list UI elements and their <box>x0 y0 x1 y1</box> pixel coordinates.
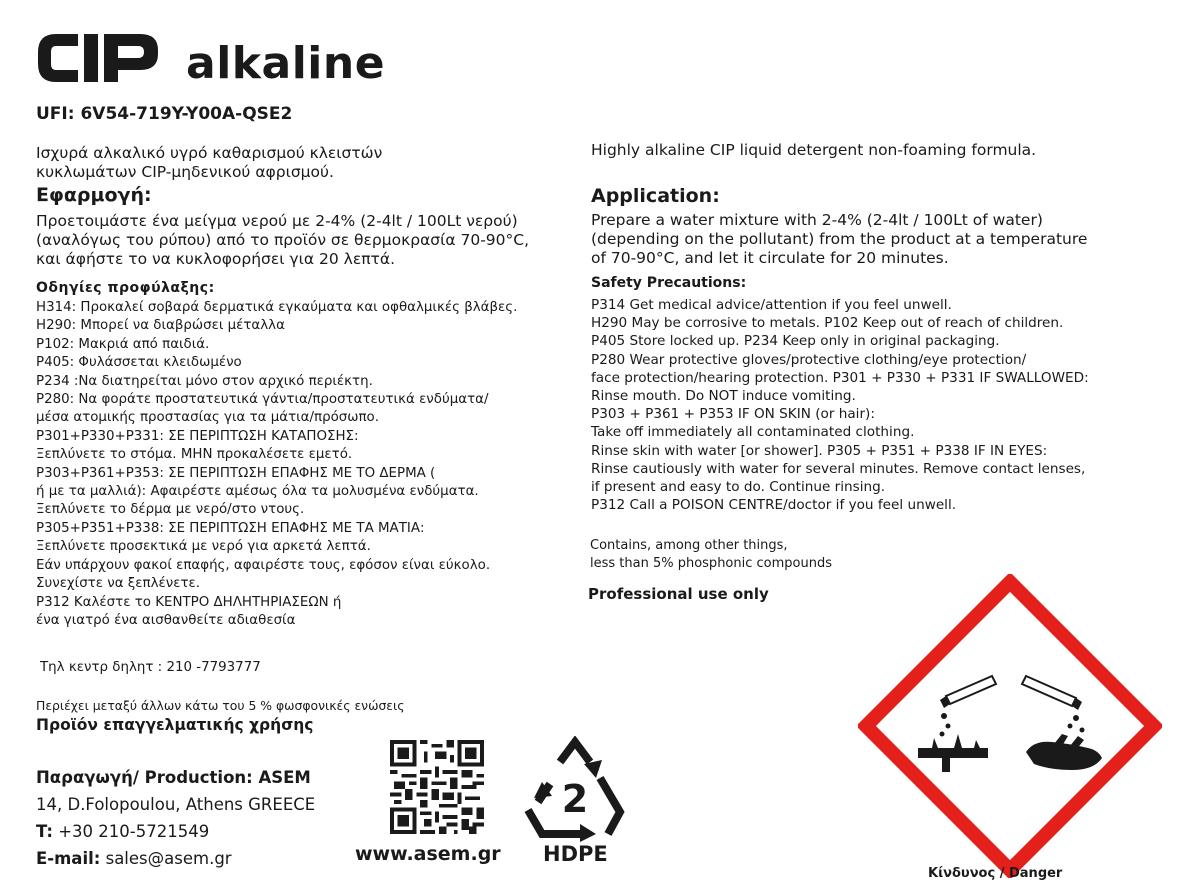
greek-safety-line: Ξεπλύνετε το δέρμα με νερό/στο ντους. <box>36 502 305 518</box>
english-safety-line: P312 Call a POISON CENTRE/doctor if you feel unwell. <box>591 497 957 514</box>
recycling-icon <box>516 736 634 842</box>
ufi-code: UFI: 6V54-719Y-Y00A-QSE2 <box>36 104 293 124</box>
greek-safety-line: ή με τα μαλλιά): Αφαιρέστε αμέσως όλα τα μολυσμένα ενδύματα. <box>36 484 479 500</box>
recycling-label: HDPE <box>543 842 608 866</box>
cip-logo <box>34 30 162 86</box>
greek-intro-line: Ισχυρά αλκαλικό υγρό καθαρισμού κλειστών <box>36 144 383 162</box>
greek-safety-line: Ρ234 :Να διατηρείται μόνο στον αρχικό περιέκτη. <box>36 373 373 389</box>
greek-application-line: και άφήστε το να κυκλοφορήσει για 20 λεπτά. <box>36 250 396 268</box>
production-label: Παραγωγή/ Production: ASEM <box>36 768 311 787</box>
greek-safety-line: Συνεχίστε να ξεπλένετε. <box>36 576 201 592</box>
english-application-line: of 70-90°C, and let it circulate for 20 minutes. <box>591 249 949 267</box>
greek-poison-phone: Τηλ κεντρ δηλητ : 210 -7793777 <box>40 660 261 675</box>
hazard-signal-word: Κίνδυνος / Danger <box>928 866 1063 881</box>
english-safety-title: Safety Precautions: <box>591 275 747 291</box>
greek-safety-line: Εάν υπάρχουν φακοί επαφής, αφαιρέστε τους, εφόσον είναι εύκολο. <box>36 557 491 573</box>
english-safety-line: P280 Wear protective gloves/protective clothing/eye protection/ <box>591 351 1027 368</box>
greek-safety-line: ένα γιατρό ένα αισθανθείτε αδιαθεσία <box>36 612 296 628</box>
greek-application-line: (αναλόγως του ρύπου) από το προϊόν σε θερμοκρασία 70-90°C, <box>36 231 530 249</box>
english-safety-line: Rinse cautiously with water for several minutes. Remove contact lenses, <box>591 460 1086 477</box>
greek-professional-use: Προϊόν επαγγελματικής χρήσης <box>36 716 314 734</box>
english-application-title: Application: <box>591 185 720 207</box>
english-safety-line: Rinse skin with water [or shower]. P305 + P351 + P338 IF IN EYES: <box>591 442 1048 459</box>
english-safety-line: P303 + P361 + P353 IF ON SKIN (or hair): <box>591 406 875 423</box>
english-application-line: (depending on the pollutant) from the product at a temperature <box>591 230 1088 248</box>
ghs-corrosion-icon <box>858 574 1162 878</box>
english-contains-line: Contains, among other things, <box>590 538 788 553</box>
greek-safety-line: Η314: Προκαλεί σοβαρά δερματικά εγκαύματα και οφθαλμικές βλάβες. <box>36 300 518 315</box>
english-safety-line: if present and easy to do. Continue rinsing. <box>591 479 886 496</box>
english-safety-line: P405 Store locked up. P234 Keep only in original packaging. <box>591 333 1000 350</box>
email-label: E-mail: <box>36 849 101 868</box>
email-address: sales@asem.gr <box>100 849 232 868</box>
english-safety-list <box>591 296 1089 514</box>
greek-contains: Περιέχει μεταξύ άλλων κάτω του 5 % φωσφονικές ενώσεις <box>36 698 405 713</box>
production-phone <box>36 818 315 845</box>
greek-safety-title: Οδηγίες προφύλαξης: <box>36 280 215 296</box>
website: www.asem.gr <box>355 843 501 865</box>
greek-safety-line: Ξεπλύνετε προσεκτικά με νερό για αρκετά λεπτά. <box>36 539 371 555</box>
greek-safety-line: Ξεπλύνετε το στόμα. ΜΗΝ προκαλέσετε εμετό. <box>36 447 353 463</box>
greek-safety-line: Ρ102: Μακριά από παιδιά. <box>36 336 210 352</box>
qr-code <box>388 740 486 834</box>
english-safety-line: face protection/hearing protection. P301 + P330 + P331 IF SWALLOWED: <box>591 369 1089 386</box>
greek-application <box>36 212 529 269</box>
tel-number: +30 210-5721549 <box>52 822 210 841</box>
production-address: 14, D.Folopoulou, Athens GREECE <box>36 795 316 814</box>
english-contains-line: less than 5% phosphonic compounds <box>590 556 832 571</box>
english-application <box>591 211 1087 268</box>
greek-safety-line: Η290: Μπορεί να διαβρώσει μέταλλα <box>36 318 285 334</box>
greek-intro-line: κυκλωμάτων CIP-μηδενικού αφρισμού. <box>36 163 334 181</box>
greek-application-title: Εφαρμογή: <box>36 184 152 206</box>
english-safety-line: P314 Get medical advice/attention if you feel unwell. <box>591 297 952 313</box>
english-application-line: Prepare a water mixture with 2-4% (2-4lt / 100Lt of water) <box>591 211 1043 229</box>
english-safety-line: Take off immediately all contaminated clothing. <box>591 424 915 441</box>
greek-safety-line: Ρ301+Ρ330+Ρ331: ΣΕ ΠΕΡΙΠΤΩΣΗ ΚΑΤΑΠΟΣΗΣ: <box>36 428 359 444</box>
production-email <box>36 845 315 872</box>
greek-safety-list <box>36 299 517 630</box>
greek-intro <box>36 144 382 182</box>
greek-application-line: Προετοιμάστε ένα μείγμα νερού με 2-4% (2-4lt / 100Lt νερού) <box>36 212 518 230</box>
english-contains <box>590 537 832 573</box>
english-safety-line: H290 May be corrosive to metals. P102 Keep out of reach of children. <box>591 315 1064 332</box>
production-info <box>36 764 315 872</box>
greek-safety-line: Ρ280: Να φοράτε προστατευτικά γάντια/προστατευτικά ενδύματα/ <box>36 392 489 408</box>
tel-label: T: <box>36 822 53 841</box>
english-safety-line: Rinse mouth. Do NOT induce vomiting. <box>591 388 856 405</box>
english-intro: Highly alkaline CIP liquid detergent non-foaming formula. <box>591 141 1037 159</box>
greek-safety-line: Ρ312 Καλέστε το ΚΕΝΤΡΟ ΔΗΛΗΤΗΡΙΑΣΕΩΝ ή <box>36 594 342 610</box>
recycling-number: 2 <box>561 777 589 821</box>
greek-safety-line: μέσα ατομικής προστασίας για τα μάτια/πρόσωπο. <box>36 410 379 426</box>
greek-safety-line: Ρ405: Φυλάσσεται κλειδωμένο <box>36 355 242 371</box>
english-professional-use: Professional use only <box>588 585 769 603</box>
product-name: alkaline <box>186 38 386 89</box>
greek-safety-line: Ρ305+Ρ351+Ρ338: ΣΕ ΠΕΡΙΠΤΩΣΗ ΕΠΑΦΗΣ ΜΕ ΤΑ ΜΑΤΙΑ: <box>36 520 425 536</box>
greek-safety-line: Ρ303+Ρ361+Ρ353: ΣΕ ΠΕΡΙΠΤΩΣΗ ΕΠΑΦΗΣ ΜΕ ΤΟ ΔΕΡΜΑ ( <box>36 465 436 481</box>
